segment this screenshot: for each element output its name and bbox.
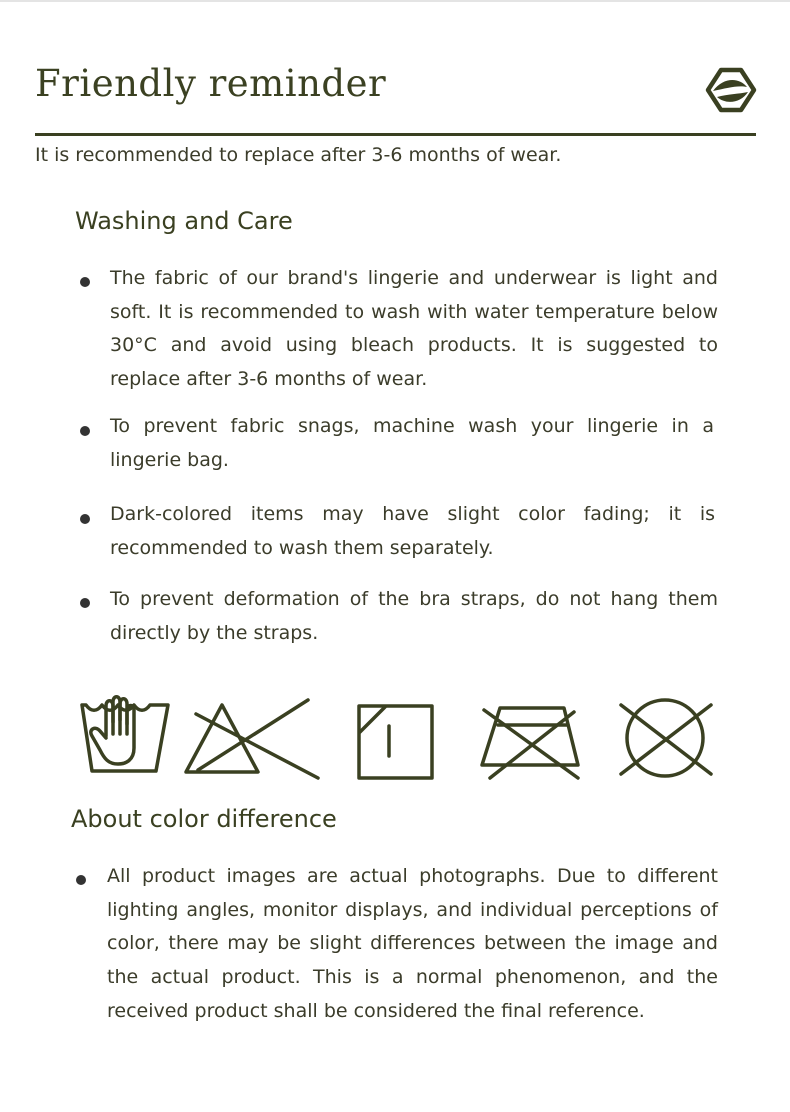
do-not-tumble-dry-icon: [621, 700, 711, 776]
washing-care-heading: Washing and Care: [75, 207, 293, 235]
hand-wash-icon: [82, 697, 168, 771]
line-dry-icon: [359, 706, 432, 778]
color-difference-heading: About color difference: [71, 805, 337, 833]
top-divider: [0, 0, 790, 2]
bullet-dot: [76, 875, 86, 885]
bullet-dot: [80, 514, 90, 524]
list-item-text: To prevent fabric snags, machine wash your lingerie in a lingerie bag.: [110, 415, 714, 471]
replacement-note: It is recommended to replace after 3-6 months of wear.: [35, 144, 562, 166]
list-item-text: To prevent deformation of the bra straps, do not hang them directly by the straps.: [110, 588, 718, 644]
bullet-dot: [80, 426, 90, 436]
list-item-text: Dark-colored items may have slight color fading; it is recommended to wash them separately.: [110, 503, 715, 559]
care-symbols: [78, 692, 718, 784]
bullet-dot: [80, 277, 90, 287]
header-divider: [35, 133, 756, 136]
do-not-bleach-icon: [186, 700, 318, 778]
page-title: Friendly reminder: [35, 62, 387, 105]
brand-logo-icon: [704, 66, 758, 114]
list-item-text: The fabric of our brand's lingerie and underwear is light and soft. It is recommended to wash with water temperature below 30°C and avoid using bleach products. It is suggested to replace after 3-6 months of wear.: [110, 267, 718, 391]
list-item-text: All product images are actual photographs. Due to different lighting angles, monitor displays, and individual perceptions of color, there may be slight differences between the image and the actual product. This is a normal phenomenon, and the received product shall be considered the final reference.: [107, 865, 718, 1022]
do-not-iron-icon: [482, 708, 578, 778]
bullet-dot: [80, 598, 90, 608]
